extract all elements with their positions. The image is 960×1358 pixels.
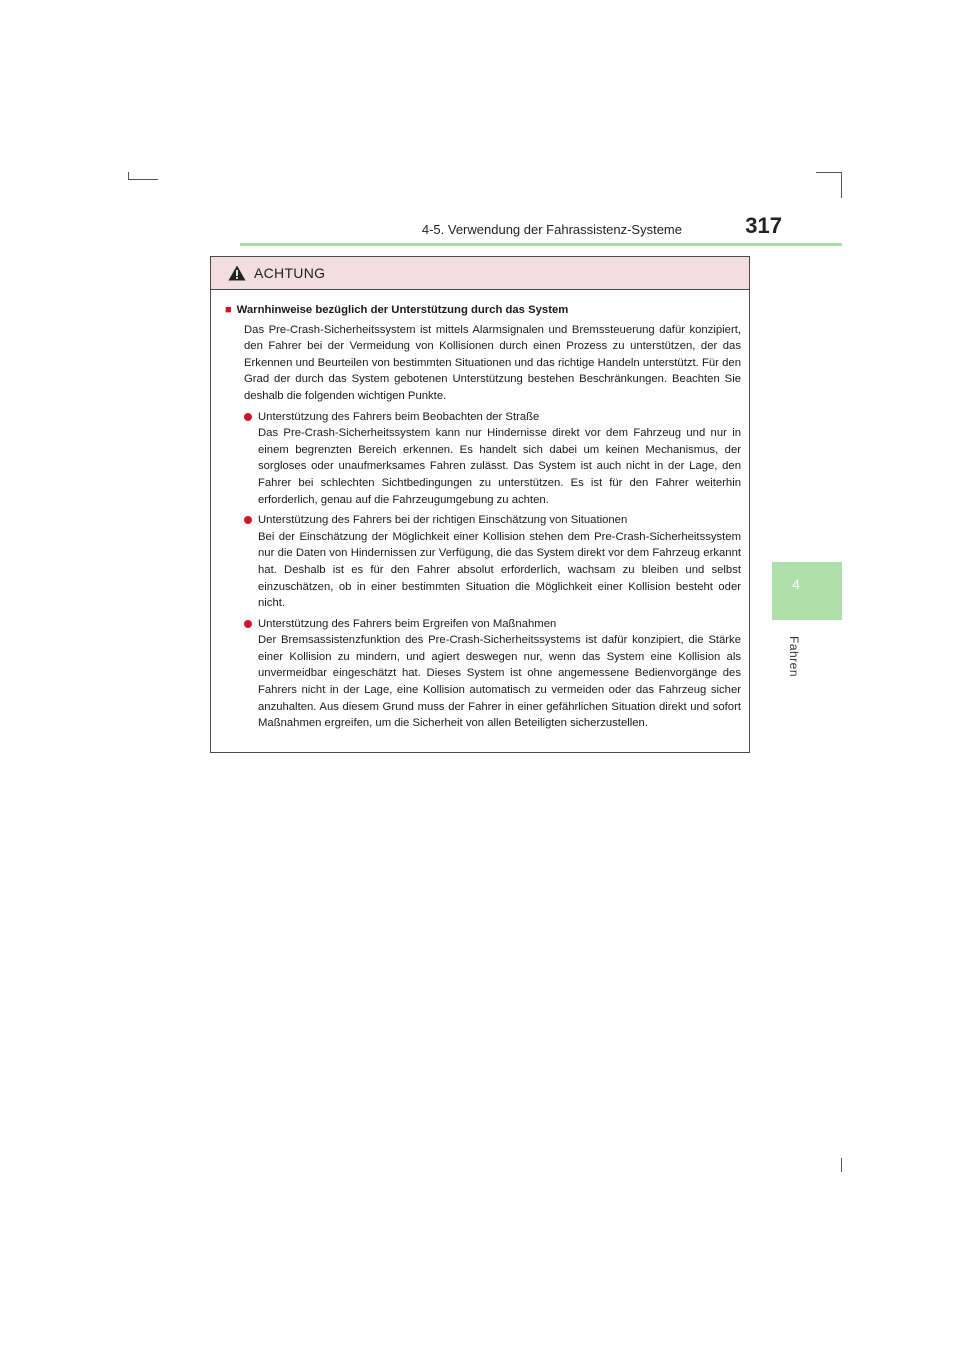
crop-mark	[841, 172, 842, 198]
list-item	[244, 512, 741, 612]
list-item	[244, 616, 741, 732]
chapter-number: 4	[792, 576, 800, 592]
warning-body	[211, 290, 749, 732]
section-title-header: 4-5. Verwendung der Fahrassistenz-Systeme	[421, 222, 682, 237]
crop-mark	[128, 179, 158, 180]
warning-box	[210, 256, 750, 753]
warning-header	[211, 257, 749, 290]
bullet-text: Der Bremsassistenzfunktion des Pre-Crash-Sicherheitssystems ist dafür konzipiert, die Stärke einer Kollision zu mindern, und agiert deswegen nur, wenn das System eine Kollision als unvermeidbar eingeschätzt hat. Dieses System ist ohne angemessene Bedienvorgänge des Fahrers nicht in der Lage, eine Kollision automatisch zu vermeiden oder das Fahrzeug sicher anzuhalten. Aus diesem Grund muss der Fahrer in einer gefährlichen Situation direkt und sofort Maßnahmen ergreifen, um die Sicherheit von allen Beteiligten sicherzustellen.	[258, 634, 741, 730]
bullet-text: Bei der Einschätzung der Möglichkeit einer Kollision stehen dem Pre-Crash-Sicherheitssystem nur die Daten von Hindernissen zur Verfügung, die das System direkt vor dem Fahrzeug erkannt hat. Deshalb ist es für den Fahrer absolut erforderlich, wachsam zu bleiben und selbst einzuschätzen, ob in einer bestimmten Situation die Möglichkeit einer Kollision besteht oder nicht.	[258, 530, 741, 610]
warning-title: ACHTUNG	[254, 265, 326, 281]
bullet-heading: Unterstützung des Fahrers beim Ergreifen von Maßnahmen	[258, 617, 557, 630]
chapter-name: Fahren	[787, 636, 801, 678]
bullet-text: Das Pre-Crash-Sicherheitssystem kann nur Hindernisse direkt vor dem Fahrzeug und nur in einem begrenzten Bereich erkennen. Es handelt sich dabei um keinen Mechanismus, der sorgloses oder unaufmerksames Fahren zulässt. Das System ist auch nicht in der Lage, den Fahrer bei schlechten Sichtbedingungen zu unterstützen. Es ist für den Fahrer weiterhin erforderlich, genau auf die Fahrzeugumgebung zu achten.	[258, 427, 741, 506]
bullet-dot-icon	[244, 413, 252, 421]
list-item	[244, 409, 741, 509]
warning-triangle-icon	[228, 265, 246, 281]
warning-intro-paragraph: Das Pre-Crash-Sicherheitssystem ist mittels Alarmsignalen und Bremssteuerung dafür konzipiert, den Fahrer bei der Vermeidung von Kollisionen durch einen Prozess zu unterstützen, der das Erkennen und Beurteilen von bestimmten Situationen und das richtige Handeln unterstützt. Für den Grad der durch das System gebotenen Unterstützung bestehen Beschränkungen. Beachten Sie deshalb die folgenden wichtigen Punkte.	[244, 323, 741, 402]
header-rule	[240, 243, 842, 246]
warning-section-heading	[225, 302, 741, 319]
warning-section-title: Warnhinweise bezüglich der Unterstützung durch das System	[236, 304, 569, 316]
crop-mark	[841, 1158, 842, 1172]
page-number: 317	[745, 213, 782, 238]
crop-mark	[816, 172, 842, 173]
bullet-heading: Unterstützung des Fahrers bei der richtigen Einschätzung von Situationen	[258, 514, 628, 527]
bullet-dot-icon	[244, 620, 252, 628]
square-bullet-icon: ■	[225, 304, 232, 316]
bullet-heading: Unterstützung des Fahrers beim Beobachten der Straße	[258, 410, 540, 423]
bullet-dot-icon	[244, 516, 252, 524]
